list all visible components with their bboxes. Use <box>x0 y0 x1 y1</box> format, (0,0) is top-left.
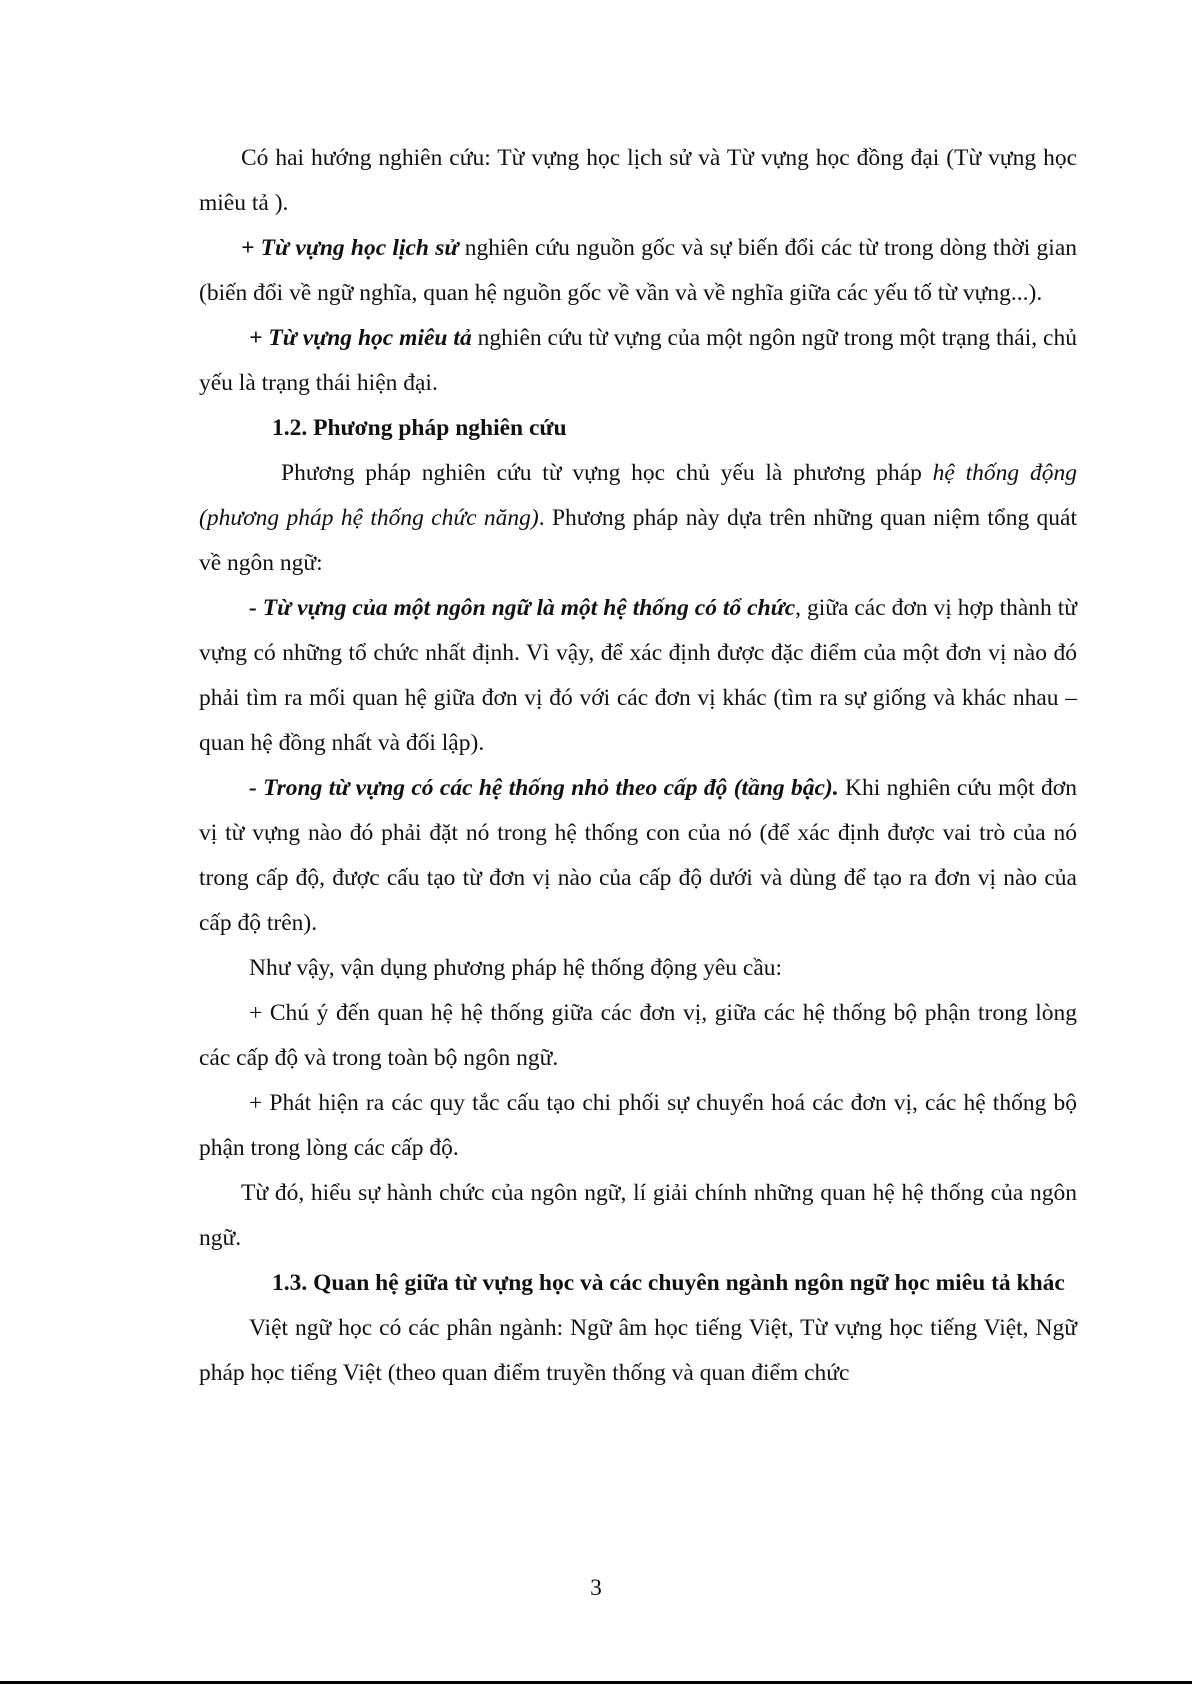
paragraph-text: nghiên cứu từ vựng của một ngôn ngữ trong một trạng thái, chủ yếu là trạng thái hiện đại. <box>199 325 1077 396</box>
paragraph-descriptive-lexicology <box>199 316 1077 406</box>
paragraph-subsystems <box>199 766 1077 946</box>
paragraph-conclusion: Từ đó, hiểu sự hành chức của ngôn ngữ, lí giải chính những quan hệ hệ thống của ngôn ngữ. <box>199 1180 1077 1251</box>
term-historical-lexicology: Từ vựng học lịch sử <box>260 235 459 261</box>
bullet-plus: + <box>249 325 269 351</box>
term-organized-system: - Từ vựng của một ngôn ngữ là một hệ thống có tổ chức <box>249 595 796 621</box>
page-body <box>199 136 1077 1396</box>
paragraph-vietnamese-linguistics: Việt ngữ học có các phân ngành: Ngữ âm học tiếng Việt, Từ vựng học tiếng Việt, Ngữ pháp học tiếng Việt (theo quan điểm truyền thống và quan điểm chức <box>199 1315 1077 1386</box>
paragraph-method <box>199 451 1077 586</box>
paragraph-organized-system <box>199 586 1077 766</box>
paragraph-text: Phương pháp nghiên cứu từ vựng học chủ yếu là phương pháp <box>281 460 933 486</box>
paragraph-text: nghiên cứu nguồn gốc và sự biến đổi các từ trong dòng thời gian (biến đổi về ngữ nghĩa, quan hệ nguồn gốc về vần và về nghĩa giữa các yếu tố từ vựng...). <box>199 235 1078 306</box>
section-heading-1-2: 1.2. Phương pháp nghiên cứu <box>272 415 567 441</box>
section-heading-1-3: 1.3. Quan hệ giữa từ vựng học và các chuyên ngành ngôn ngữ học miêu tả khác <box>272 1270 1065 1296</box>
paragraph-text: , giữa các đơn vị hợp thành từ vựng có những tổ chức nhất định. Vì vậy, để xác định được đặc điểm của một đơn vị nào đó phải tìm ra mối quan hệ giữa đơn vị đó với các đơn vị khác (tìm ra sự giống và khác nhau – quan hệ đồng nhất và đối lập). <box>199 595 1077 756</box>
paragraph-text: . Phương pháp này dựa trên những quan niệm tổng quát về ngôn ngữ: <box>199 505 1077 576</box>
bullet-plus: + <box>241 235 261 261</box>
paragraph-requirement-2: + Phát hiện ra các quy tắc cấu tạo chi phối sự chuyển hoá các đơn vị, các hệ thống bộ phận trong lòng các cấp độ. <box>199 1090 1077 1161</box>
paragraph-historical-lexicology <box>199 226 1077 316</box>
term-subsystems: - Trong từ vựng có các hệ thống nhỏ theo cấp độ (tầng bậc). <box>249 775 839 801</box>
term-dynamic-system: hệ thống động (phương pháp hệ thống chức năng) <box>199 460 1077 531</box>
paragraph-requirements-intro: Như vậy, vận dụng phương pháp hệ thống động yêu cầu: <box>249 955 783 981</box>
page-number: 3 <box>590 1575 602 1601</box>
term-descriptive-lexicology: Từ vựng học miêu tả <box>268 325 472 351</box>
paragraph-requirement-1: + Chú ý đến quan hệ hệ thống giữa các đơn vị, giữa các hệ thống bộ phận trong lòng các cấp độ và trong toàn bộ ngôn ngữ. <box>199 1000 1077 1071</box>
paragraph-text: Khi nghiên cứu một đơn vị từ vựng nào đó phải đặt nó trong hệ thống con của nó (để xác định được vai trò của nó trong cấp độ, được cấu tạo từ đơn vị nào của cấp độ dưới và dùng để tạo ra đơn vị nào của cấp độ trên). <box>199 775 1077 936</box>
paragraph-research-directions: Có hai hướng nghiên cứu: Từ vựng học lịch sử và Từ vựng học đồng đại (Từ vựng học miêu tả ). <box>199 145 1077 216</box>
